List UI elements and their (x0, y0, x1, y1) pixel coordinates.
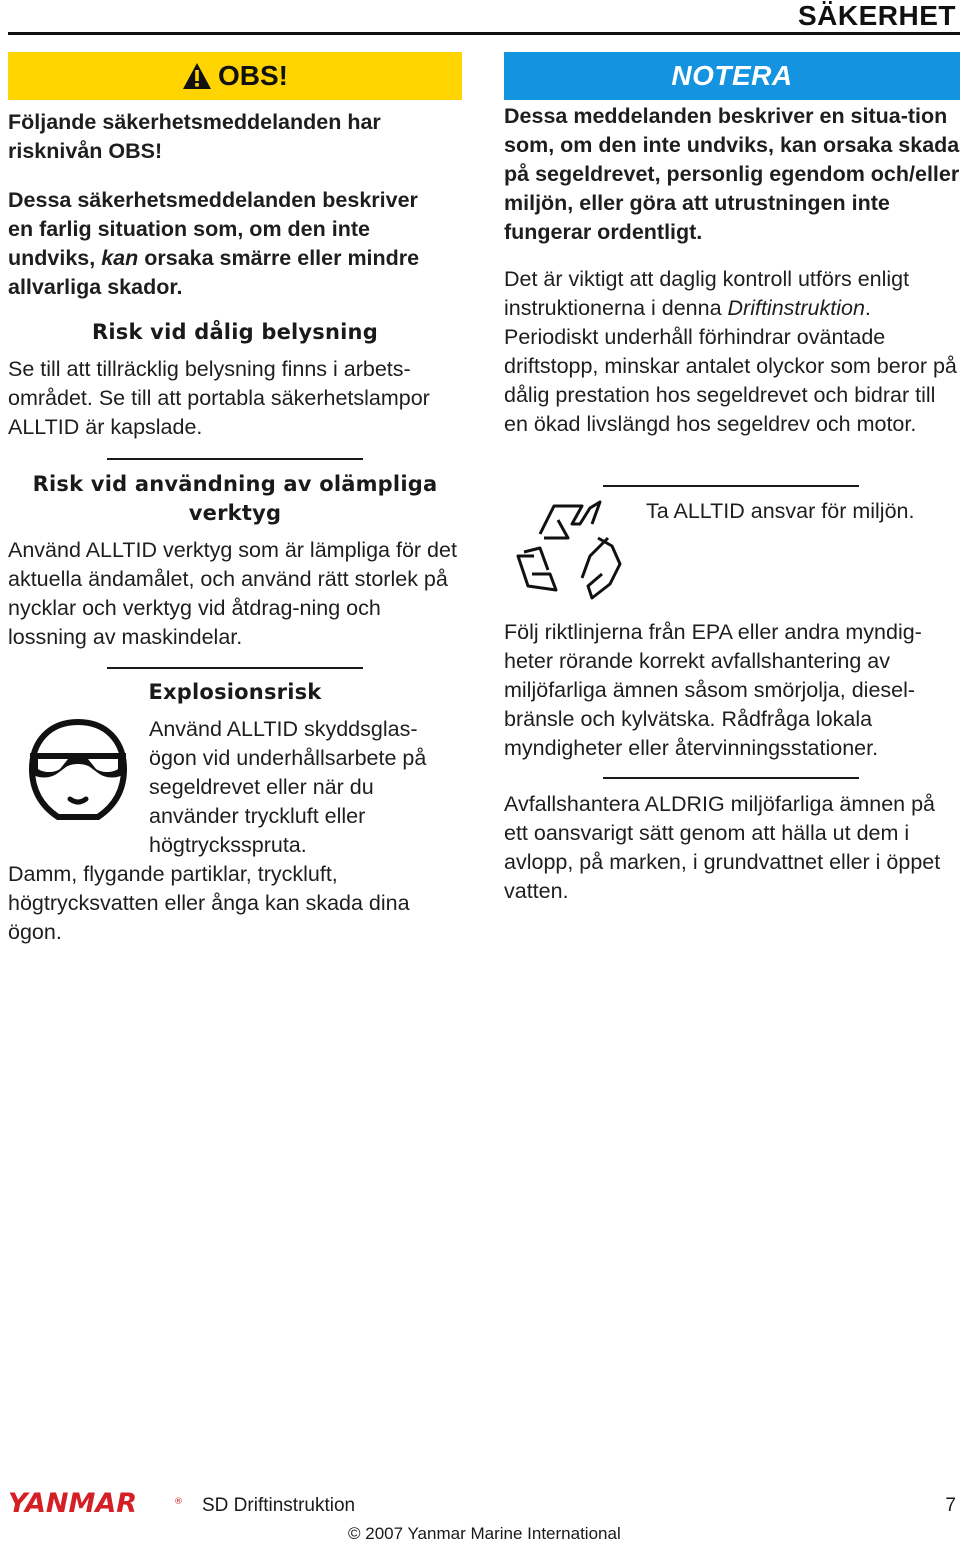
tools-heading: Risk vid användning av olämpliga verktyg (32, 472, 438, 525)
footer-doc-title: SD Driftinstruktion (202, 1495, 356, 1516)
doc-title-italic: Driftinstruktion (727, 296, 865, 320)
lighting-text: Se till att tillräcklig belysning finns i arbets-området. Se till att portabla säkerhetslampor ALLTID är kapslade. (8, 357, 430, 439)
daily-check-text: Det är viktigt att daglig kontroll utförs enligt instruktionerna i denna Driftinstruktion. Periodiskt underhåll förhindrar oväntade driftstopp, minskar antalet olyckor som beror på dålig prestation hos segeldrevet och bidrar till en ökad livslängd hos segeldrev och motor. (504, 267, 957, 436)
section-title: SÄKERHET (797, 0, 956, 31)
header-rule (8, 32, 960, 35)
intro-description: Dessa säkerhetsmeddelanden beskriver en farlig situation som, om den inte undviks, kan orsaka smärre eller mindre allvarliga skador. (8, 188, 420, 299)
intro-level-text: Följande säkerhetsmeddelanden har risknivån OBS! (8, 110, 381, 163)
left-column (8, 52, 462, 944)
recycle-icon (510, 494, 630, 610)
page-number: 7 (945, 1495, 956, 1516)
notera-description: Dessa meddelanden beskriver en situa-tion som, om den inte undviks, kan orsaka skada på segeldrevet, personlig egendom och/eller miljön, eller göra att utrustningen inte fungerar ordentligt. (504, 104, 960, 244)
safety-goggles-icon (24, 717, 132, 827)
obs-label: OBS! (218, 60, 288, 91)
explosion-text: Använd ALLTID skyddsglas-ögon vid underhållsarbete på segeldrevet eller när du använder tryckluft eller högtrycksspruta. (149, 717, 427, 857)
yanmar-logo (8, 1488, 183, 1521)
environment-note: Ta ALLTID ansvar för miljön. (646, 499, 915, 523)
explosion-heading: Explosionsrisk (148, 680, 322, 704)
explosion-text-continued: Damm, flygande partiklar, tryckluft, högtrycksvatten eller ånga kan skada dina ögon. (8, 862, 410, 944)
registered-mark: ® (174, 1497, 183, 1507)
emphasis-kan: kan (101, 246, 139, 270)
obs-banner (8, 52, 462, 100)
footer-copyright: © 2007 Yanmar Marine International (348, 1524, 621, 1543)
divider-rule (107, 458, 363, 460)
divider-rule (603, 485, 859, 487)
right-column (504, 52, 960, 903)
notera-banner (504, 52, 960, 100)
yanmar-wordmark: YANMAR (8, 1488, 138, 1516)
warning-triangle-icon (182, 62, 212, 90)
tools-text: Använd ALLTID verktyg som är lämpliga för det aktuella ändamålet, och använd rätt storlek på nycklar och verktyg vid åtdrag-ning och lossning av maskindelar. (8, 538, 457, 649)
epa-guidelines-text: Följ riktlinjerna från EPA eller andra myndig-heter rörande korrekt avfallshantering av miljöfarliga ämnen såsom smörjolja, diesel-bränsle och kylvätska. Rådfråga lokala myndigheter eller återvinningsstationer. (504, 620, 922, 760)
divider-rule (603, 777, 859, 779)
notera-label: NOTERA (671, 60, 793, 91)
divider-rule (107, 667, 363, 669)
disposal-warning-text: Avfallshantera ALDRIG miljöfarliga ämnen på ett oansvarigt sätt genom att hälla ut dem i avlopp, på marken, i grundvattnet eller i öppet vatten. (504, 792, 941, 903)
lighting-heading: Risk vid dålig belysning (92, 320, 378, 344)
